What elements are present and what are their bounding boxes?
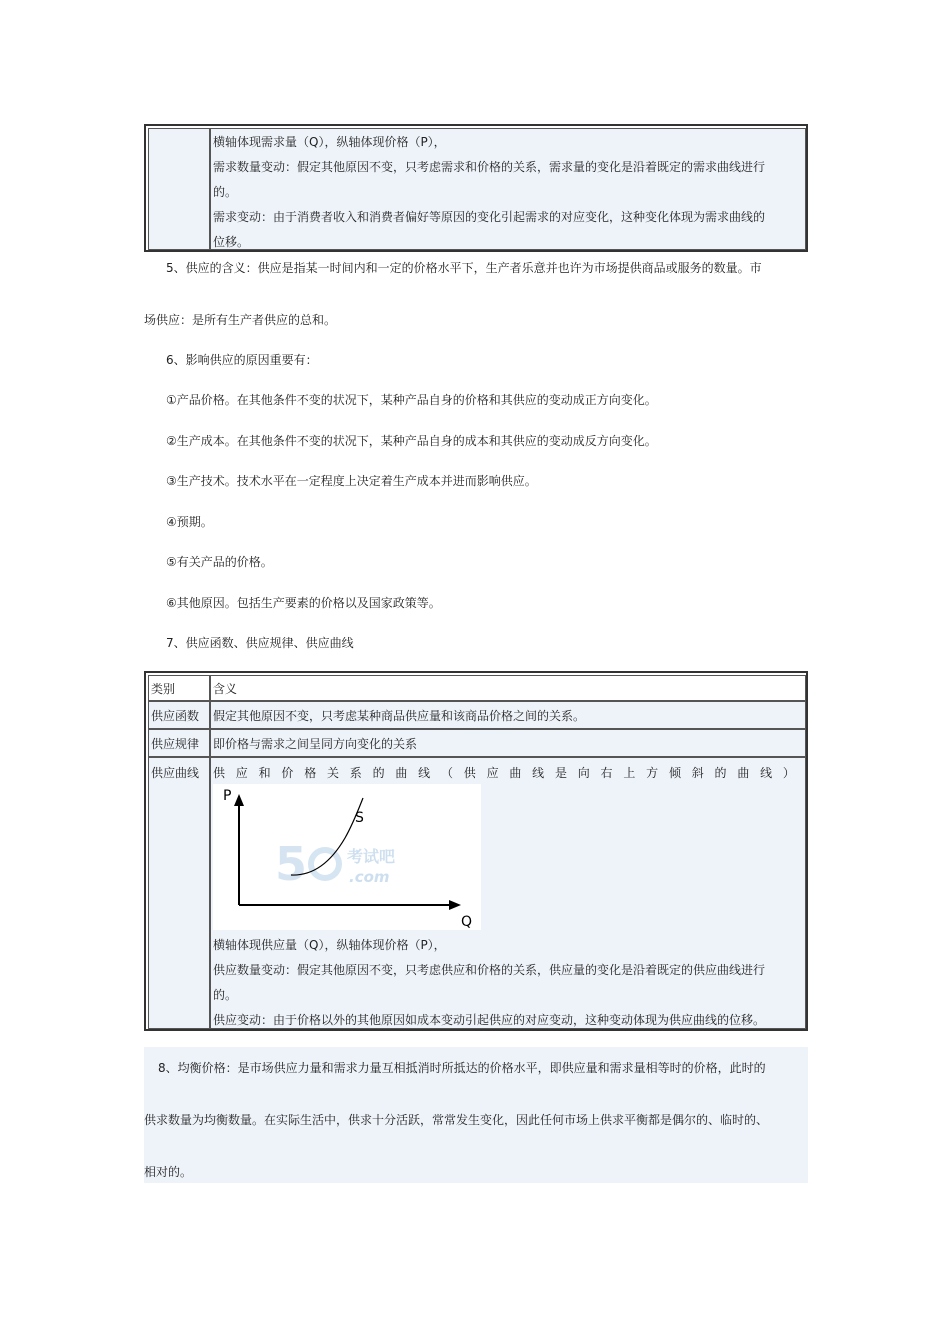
heading-char: 上 (623, 766, 636, 780)
para-6-item6: ⑥其他原因。包括生产要素的价格以及国家政策等。 (166, 596, 441, 610)
supply-curve-content (210, 757, 806, 1029)
supply-curve-heading (213, 766, 795, 780)
heading-char: 供 (213, 766, 226, 780)
y-axis-label: P (223, 788, 232, 804)
para-6-item1: ①产品价格。在其他条件不变的状况下，某种产品自身的价格和其供应的变动成正方向变化。 (166, 393, 657, 407)
para-8-line2: 供求数量为均衡数量。在实际生活中，供求十分活跃，常常发生变化，因此任何市场上供求平衡都是偶尔的、临时的、 (144, 1113, 769, 1127)
supply-curve-label: 供应曲线 (148, 757, 210, 1029)
y-axis-arrow-icon (234, 794, 244, 806)
heading-char: 方 (646, 766, 659, 780)
supply-curve-diagram (213, 784, 481, 930)
heading-char: ） (782, 766, 795, 780)
para-5-line2: 场供应：是所有生产者供应的总和。 (144, 313, 337, 327)
demand-table-fragment (144, 124, 808, 252)
demand-table-label-cell (148, 128, 210, 250)
watermark-cn: 考试吧 (347, 847, 396, 866)
supply-axis-line: 横轴体现供应量（Q），纵轴体现价格（P）， (213, 938, 446, 952)
para-6-item3: ③生产技术。技术水平在一定程度上决定着生产成本并进而影响供应。 (166, 474, 537, 488)
heading-char: 格 (304, 766, 317, 780)
demand-change-line: 需求变动：由于消费者收入和消费者偏好等原因的变化引起需求的对应变化，这种变化体现为需求曲线的 (213, 210, 766, 224)
heading-char: 线 (760, 766, 773, 780)
supply-quantity-change-line-end: 的。 (213, 988, 238, 1002)
para-5-line1: 5、供应的含义：供应是指某一时间内和一定的价格水平下，生产者乐意并也许为市场提供商品或服务的数量。市 (166, 261, 762, 275)
supply-change-line: 供应变动：由于价格以外的其他原因如成本变动引起供应的对应变动，这种变动体现为供应曲线的位移。 (213, 1013, 766, 1027)
x-axis-arrow-icon (449, 900, 461, 910)
watermark-en: .com (349, 868, 390, 886)
heading-char: 应 (235, 766, 248, 780)
watermark-number: 5 (275, 837, 308, 891)
heading-char: 向 (577, 766, 590, 780)
heading-char: （ (440, 766, 453, 780)
heading-char: 应 (486, 766, 499, 780)
supply-law-label: 供应规律 (148, 729, 210, 757)
para-7-title: 7、供应函数、供应规律、供应曲线 (166, 636, 354, 650)
para-6-item2: ②生产成本。在其他条件不变的状况下，某种产品自身的成本和其供应的变动成反方向变化。 (166, 434, 657, 448)
para-8-line1: 8、均衡价格：是市场供应力量和需求力量互相抵消时所抵达的价格水平，即供应量和需求量相等时的价格，此时的 (158, 1061, 766, 1075)
para-8-line3: 相对的。 (144, 1165, 193, 1179)
heading-char: 价 (281, 766, 294, 780)
heading-char: 系 (349, 766, 362, 780)
supply-law-text: 即价格与需求之间呈同方向变化的关系 (210, 729, 806, 757)
heading-char: 线 (532, 766, 545, 780)
supply-table-header-meaning: 含义 (210, 675, 806, 701)
supply-function-label: 供应函数 (148, 701, 210, 729)
supply-table-header-category: 类别 (148, 675, 210, 701)
watermark-ring (311, 850, 339, 878)
demand-table-content-cell (210, 128, 806, 250)
supply-curve-label-s: S (355, 810, 364, 826)
heading-char: 曲 (509, 766, 522, 780)
demand-quantity-change-line: 需求数量变动：假定其他原因不变，只考虑需求和价格的关系，需求量的变化是沿着既定的需求曲线进行 (213, 160, 766, 174)
heading-char: 倾 (668, 766, 681, 780)
heading-char: 是 (554, 766, 567, 780)
supply-quantity-change-line: 供应数量变动：假定其他原因不变，只考虑供应和价格的关系，供应量的变化是沿着既定的供应曲线进行 (213, 963, 766, 977)
heading-char: 曲 (395, 766, 408, 780)
heading-char: 关 (326, 766, 339, 780)
supply-table (144, 671, 808, 1031)
para-6-item5: ⑤有关产品的价格。 (166, 555, 273, 569)
heading-char: 曲 (737, 766, 750, 780)
heading-char: 线 (418, 766, 431, 780)
heading-char: 右 (600, 766, 613, 780)
demand-axis-line: 横轴体现需求量（Q），纵轴体现价格（P）， (213, 135, 446, 149)
x-axis-label: Q (461, 914, 473, 930)
heading-char: 供 (463, 766, 476, 780)
heading-char: 的 (714, 766, 727, 780)
heading-char: 斜 (691, 766, 704, 780)
heading-char: 的 (372, 766, 385, 780)
demand-change-line-end: 位移。 (213, 235, 250, 249)
para-6-item4: ④预期。 (166, 515, 213, 529)
heading-char: 和 (258, 766, 271, 780)
demand-quantity-change-line-end: 的。 (213, 185, 238, 199)
supply-function-text: 假定其他原因不变，只考虑某种商品供应量和该商品价格之间的关系。 (210, 701, 806, 729)
para-6-title: 6、影响供应的原因重要有： (166, 353, 318, 367)
